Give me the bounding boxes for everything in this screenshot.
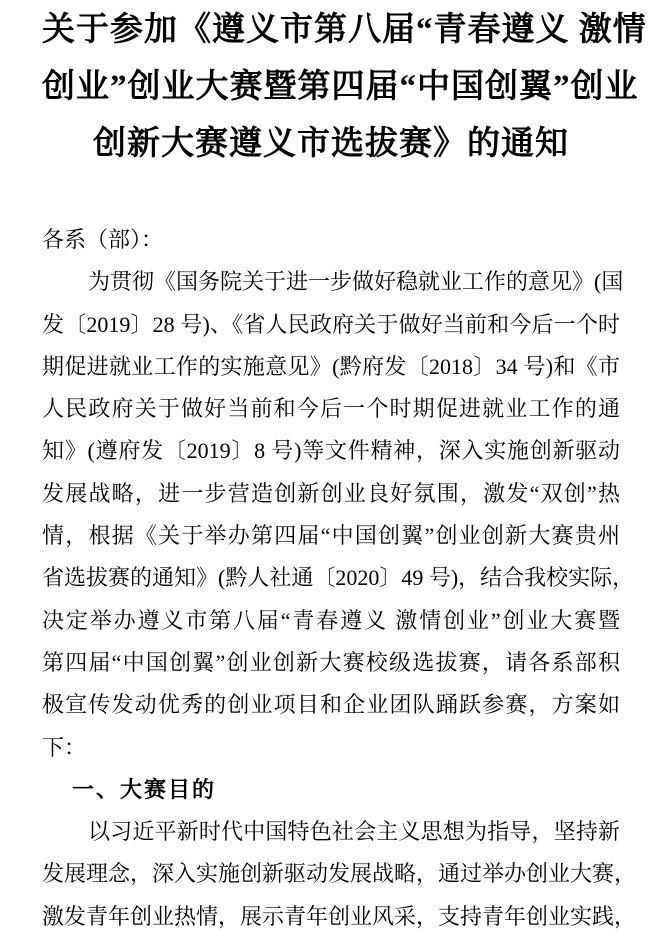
document-title <box>42 2 647 173</box>
salutation: 各系（部）： <box>42 227 164 252</box>
paragraph1-line: 知》(遵府发〔2019〕8 号)等文件精神，深入实施创新驱动 <box>42 438 620 464</box>
paragraph2-line: 发展理念，深入实施创新驱动发展战略，通过举办创业大赛， <box>42 861 637 887</box>
paragraph2-line: 激发青年创业热情，展示青年创业风采，支持青年创业实践， <box>42 903 637 929</box>
title-line-2: 创业”创业大赛暨第四届“中国创翼”创业 <box>42 69 639 105</box>
paragraph1-line: 下： <box>42 734 87 760</box>
paragraph2-line: 以习近平新时代中国特色社会主义思想为指导，坚持新 <box>88 819 620 845</box>
paragraph1-line: 第四届“中国创翼”创业创新大赛校级选拔赛，请各系部积 <box>42 649 620 675</box>
paragraph1-line: 极宣传发动优秀的创业项目和企业团队踊跃参赛，方案如 <box>42 692 620 718</box>
paragraph1-line: 人民政府关于做好当前和今后一个时期促进就业工作的通 <box>42 396 620 422</box>
document-body <box>42 219 637 938</box>
paragraph1-line: 发〔2019〕28 号)、《省人民政府关于做好当前和今后一个时 <box>42 311 620 337</box>
title-line-3: 创新大赛遵义市选拔赛》的通知 <box>93 126 569 162</box>
section-heading-1: 一、大赛目的 <box>72 776 217 802</box>
paragraph1-line: 情，根据《关于举办第四届“中国创翼”创业创新大赛贵州 <box>42 523 620 549</box>
paragraph1-line: 决定举办遵义市第八届“青春遵义 激情创业”创业大赛暨 <box>42 607 620 633</box>
paragraph1-line: 为贯彻《国务院关于进一步做好稳就业工作的意见》(国 <box>88 269 624 295</box>
paragraph1-line: 期促进就业工作的实施意见》(黔府发〔2018〕34 号)和《市 <box>42 353 620 379</box>
paragraph1-line: 发展战略，进一步营造创新创业良好氛围，激发“双创”热 <box>42 480 620 506</box>
paragraph1-line: 省选拔赛的通知》(黔人社通〔2020〕49 号)，结合我校实际， <box>42 565 635 591</box>
title-line-1: 关于参加《遵义市第八届“青春遵义 激情 <box>42 12 647 48</box>
